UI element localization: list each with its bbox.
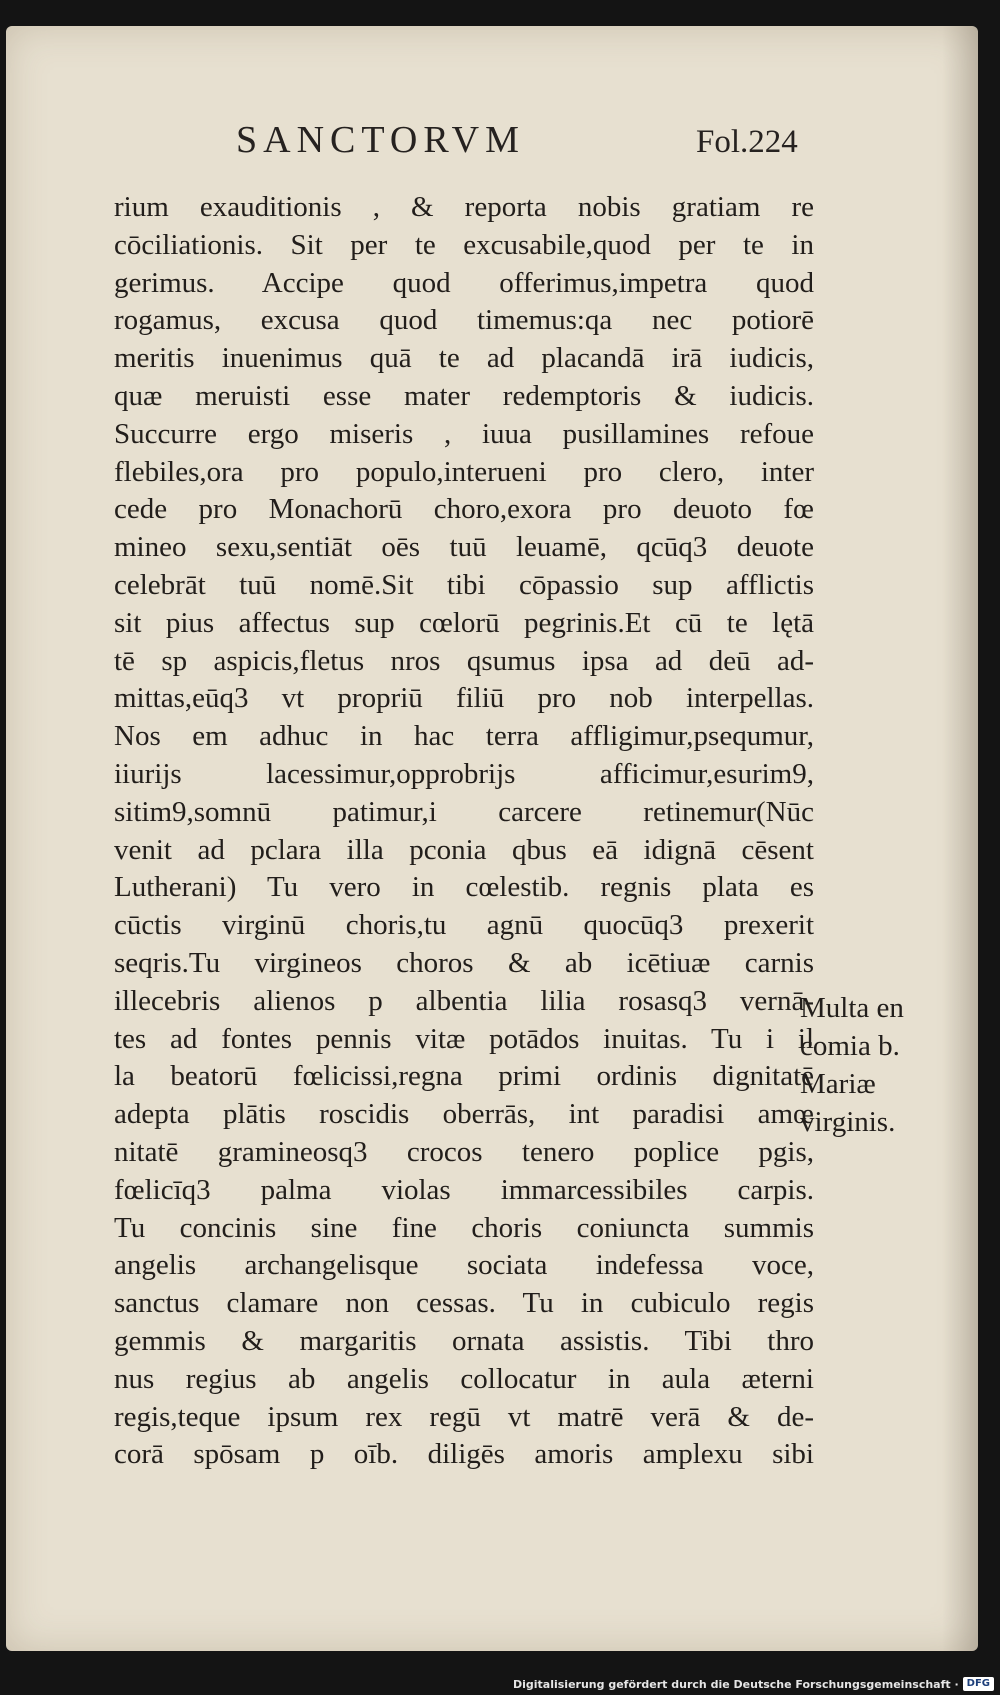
dfg-logo-icon: DFG <box>963 1677 994 1691</box>
text-line: tes ad fontes pennis vitæ potādos inuitas. Tu i il <box>114 1022 814 1055</box>
text-line: sit pius affectus sup cœlorū pegrinis.Et cū te lętā <box>114 606 814 639</box>
text-line: Nos em adhuc in hac terra affligimur,psequmur, <box>114 720 814 753</box>
text-line: sitim9,somnū patimur,i carcere retinemur(Nūc <box>114 795 814 828</box>
text-line: mineo sexu,sentiāt oēs tuū leuamē, qcūq3 deuote <box>114 531 814 564</box>
text-line: nitatē gramineosq3 crocos tenero poplice pgis, <box>114 1135 814 1168</box>
text-line: quæ meruisti esse mater redemptoris & iudicis. <box>114 379 814 412</box>
book-page <box>6 26 978 1651</box>
text-line: sanctus clamare non cessas. Tu in cubiculo regis <box>114 1287 814 1320</box>
text-line: cūctis virginū choris,tu agnū quocūq3 prexerit <box>114 909 814 942</box>
text-line: seqris.Tu virgineos choros & ab icētiuæ carnis <box>114 946 814 979</box>
text-line: cōciliationis. Sit per te excusabile,quod per te in <box>114 228 814 261</box>
text-line: celebrāt tuū nomē.Sit tibi cōpassio sup afflictis <box>114 568 814 601</box>
marginal-note-line: Multa en <box>800 992 904 1024</box>
text-line: iiurijs lacessimur,opprobrijs afficimur,esurim9, <box>114 757 814 790</box>
text-line: fœlicīq3 palma violas immarcessibiles carpis. <box>114 1173 814 1206</box>
credit-text: Digitalisierung gefördert durch die Deutsche Forschungsgemeinschaft · <box>512 1677 959 1691</box>
text-line: rogamus, excusa quod timemus:qa nec potiorē <box>114 304 814 337</box>
text-line: Tu concinis sine fine choris coniuncta summis <box>114 1211 814 1244</box>
text-line: mittas,eūq3 vt propriū filiū pro nob interpellas. <box>114 682 814 715</box>
text-line: la beatorū fœlicissi,regna primi ordinis dignitatē <box>114 1060 814 1093</box>
text-line: regis,teque ipsum rex regū vt matrē verā & de- <box>114 1400 814 1433</box>
text-line: corā spōsam p oīb. diligēs amoris amplexu sibi <box>114 1438 814 1471</box>
marginal-note-line: Mariæ <box>800 1068 876 1100</box>
marginal-note-line: comia b. <box>800 1030 900 1062</box>
running-head: SANCTORVM <box>236 119 525 161</box>
text-line: Succurre ergo miseris , iuua pusillamines refoue <box>114 417 814 450</box>
text-line: gemmis & margaritis ornata assistis. Tibi thro <box>114 1324 814 1357</box>
text-line: tē sp aspicis,fletus nros qsumus ipsa ad deū ad- <box>114 644 814 677</box>
marginal-note-line: virginis. <box>800 1106 896 1138</box>
digitization-credit <box>513 1677 994 1691</box>
text-line: adepta plātis roscidis oberrās, int paradisi amœ <box>114 1098 814 1131</box>
text-line: nus regius ab angelis collocatur in aula æterni <box>114 1362 814 1395</box>
text-line: meritis inuenimus quā te ad placandā irā iudicis, <box>114 342 814 375</box>
text-line: cede pro Monachorū choro,exora pro deuoto fœ <box>114 493 814 526</box>
text-line: venit ad pclara illa pconia qbus eā idignā cēsent <box>114 833 814 866</box>
text-line: illecebris alienos p albentia lilia rosasq3 vernā- <box>114 984 814 1017</box>
text-line: Lutherani) Tu vero in cœlestib. regnis plata es <box>114 871 814 904</box>
text-line: flebiles,ora pro populo,interueni pro clero, inter <box>114 455 814 488</box>
text-line: rium exauditionis , & reporta nobis gratiam re <box>114 191 814 223</box>
text-line: angelis archangelisque sociata indefessa voce, <box>114 1249 814 1282</box>
folio-number: Fol.224 <box>696 124 798 160</box>
marginal-note <box>800 989 950 1141</box>
body-text <box>114 189 814 1474</box>
text-line: gerimus. Accipe quod offerimus,impetra quod <box>114 266 814 299</box>
